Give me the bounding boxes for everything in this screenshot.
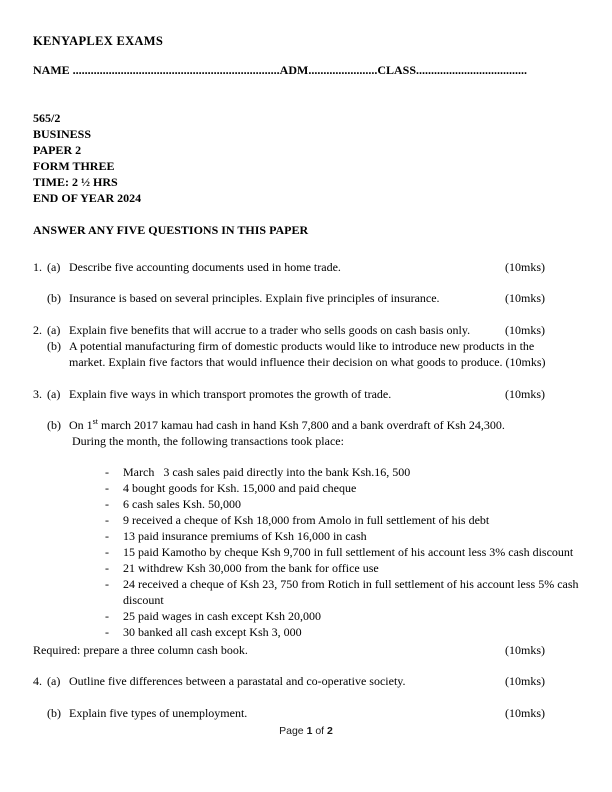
question-text-line2: During the month, the following transactions took place: [72, 434, 344, 448]
dash-bullet: - [105, 497, 109, 511]
part-label: (b) [47, 291, 61, 305]
paper-form: FORM THREE [33, 159, 115, 173]
question-3a-row [33, 386, 596, 402]
question-4b-row [33, 705, 596, 721]
marks-label: (10mks) [505, 291, 545, 305]
question-text: Explain five types of unemployment. [69, 706, 248, 720]
transaction-item: - 4 bought goods for Ksh. 15,000 and paid cheque [105, 481, 357, 495]
transaction-item: - 9 received a cheque of Ksh 18,000 from Amolo in full settlement of his debt [105, 513, 490, 527]
question-1a-row [33, 259, 596, 275]
question-2a-row [33, 322, 596, 338]
transaction-item: - March 3 cash sales paid directly into the bank Ksh.16, 500 [105, 465, 411, 479]
exam-board-title: KENYAPLEX EXAMS [33, 34, 164, 48]
paper-info-block [33, 110, 596, 206]
dash-bullet: - [105, 609, 109, 623]
exam-instruction: ANSWER ANY FIVE QUESTIONS IN THIS PAPER [33, 223, 309, 237]
transaction-item: - 6 cash sales Ksh. 50,000 [105, 497, 241, 511]
paper-code: 565/2 [33, 111, 61, 125]
dash-bullet: - [105, 561, 109, 575]
question-number: 4. [33, 674, 42, 688]
dash-bullet: - [105, 529, 109, 543]
paper-time: TIME: 2 ½ HRS [33, 175, 118, 189]
name-label: NAME [33, 63, 73, 77]
ordinal-superscript: st [92, 417, 99, 426]
paper-subject: BUSINESS [33, 127, 92, 141]
marks-label: (10mks) [505, 323, 545, 337]
part-label: (a) [47, 387, 61, 401]
required-instruction: Required: prepare a three column cash book. [33, 643, 248, 657]
of-word: of [312, 725, 328, 737]
question-text: Explain five benefits that will accrue to a trader who sells goods on cash basis only. [69, 323, 471, 337]
part-label: (b) [47, 706, 61, 720]
required-row [33, 642, 596, 658]
name-blank: ..................................................................... [72, 63, 280, 77]
dash-bullet: - [105, 481, 109, 495]
dash-bullet: - [105, 577, 109, 591]
dash-bullet: - [105, 513, 109, 527]
question-text: Outline five differences between a parastatal and co-operative society. [69, 674, 406, 688]
part-label: (a) [47, 323, 61, 337]
marks-label: (10mks) [505, 387, 545, 401]
question-text: Describe five accounting documents used in home trade. [69, 260, 341, 274]
class-label: CLASS [377, 63, 417, 77]
transaction-item: - 30 banked all cash except Ksh 3, 000 [105, 625, 302, 639]
question-text: A potential manufacturing firm of domestic products would like to introduce new products in the market. Explain five factors that would influence their decision on what goods to produce. (10mks) [69, 339, 546, 369]
part-label: (b) [47, 418, 61, 432]
marks-label: (10mks) [505, 643, 545, 657]
part-label: (a) [47, 674, 61, 688]
question-3b-row [33, 417, 596, 449]
total-pages: 2 [327, 725, 333, 737]
question-1b-row [33, 290, 596, 306]
page-word: Page [279, 725, 307, 737]
question-4a-row [33, 673, 596, 689]
question-text: Explain five ways in which transport promotes the growth of trade. [69, 387, 392, 401]
paper-term: END OF YEAR 2024 [33, 191, 142, 205]
marks-label: (10mks) [505, 674, 545, 688]
dash-bullet: - [105, 545, 109, 559]
question-2b-row [33, 338, 596, 370]
adm-blank: ....................... [308, 63, 378, 77]
part-label: (a) [47, 260, 61, 274]
page-footer [0, 723, 612, 739]
adm-label: ADM [279, 63, 309, 77]
transaction-item: - 15 paid Kamotho by cheque Ksh 9,700 in full settlement of his account less 3% cash discount [105, 545, 574, 559]
dash-bullet: - [105, 625, 109, 639]
question-text: Insurance is based on several principles. Explain five principles of insurance. [69, 291, 440, 305]
question-text: On 1st march 2017 kamau had cash in hand Ksh 7,800 and a bank overdraft of Ksh 24,300. During the month, the following transactions took place: [69, 417, 505, 448]
transaction-item: - 13 paid insurance premiums of Ksh 16,000 in cash [105, 529, 367, 543]
dash-bullet: - [105, 465, 109, 479]
page-number: 1 [306, 725, 313, 737]
marks-label: (10mks) [505, 706, 545, 720]
candidate-details-line [33, 62, 596, 78]
paper-number: PAPER 2 [33, 143, 82, 157]
question-number: 3. [33, 387, 42, 401]
part-label: (b) [47, 339, 61, 353]
question-number: 2. [33, 323, 42, 337]
transactions-list [105, 464, 596, 640]
transaction-item: - 21 withdrew Ksh 30,000 from the bank for office use [105, 561, 379, 575]
question-number: 1. [33, 260, 42, 274]
marks-label: (10mks) [505, 260, 545, 274]
transaction-item: - 25 paid wages in cash except Ksh 20,000 [105, 609, 321, 623]
transaction-item: - 24 received a cheque of Ksh 23, 750 from Rotich in full settlement of his account less 5% cash discount [105, 577, 582, 607]
class-blank: ..................................... [416, 63, 528, 77]
